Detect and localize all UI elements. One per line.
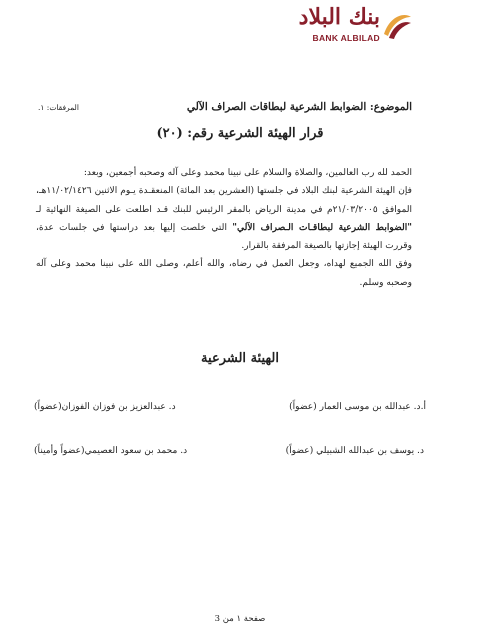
rules-title: "الضوابط الشرعية لبطاقـات الـصراف الآلي" — [232, 221, 412, 233]
paragraph-main-tail: التي — [211, 222, 227, 233]
board-member: أ.د. عبدالله بن موسى العمار (عضواً) — [289, 402, 426, 412]
paragraph-closing: وفق الله الجميع لهداه، وجعل العمل في رضاه، والله أعلم، وصلى الله على نبينا محمد وعلى آله وصحبه وسلم. — [36, 259, 412, 288]
page-total: 3 — [214, 614, 221, 624]
decision-body — [36, 164, 412, 292]
paragraph-conclusion: خلصت إليها بعد دراستها في جلسات عدة، وقررت الهيئة إجازتها بالصيغة المرفقة بالقرار. — [36, 222, 412, 252]
board-member: د. محمد بن سعود العصيمي(عضواً وأميناً) — [34, 446, 188, 456]
bank-logo — [282, 4, 412, 48]
bank-albilad-logo-icon — [380, 8, 414, 42]
board-title: الهيئة الشرعية — [201, 351, 279, 366]
paragraph-main — [36, 182, 412, 255]
subject-line: الموضوع: الضوابط الشرعية لبطاقات الصراف الآلي — [186, 101, 412, 113]
page-label: صفحة ١ من — [222, 614, 266, 624]
attachments-label: المرفقات: ١. — [38, 103, 79, 112]
bank-name-english: BANK ALBILAD — [312, 33, 380, 43]
paragraph-opening: الحمد لله رب العالمين، والصلاة والسلام على نبينا محمد وعلى آله وصحبه أجمعين، وبعد: — [83, 168, 412, 178]
board-member: د. يوسف بن عبدالله الشبيلي (عضواً) — [285, 446, 424, 456]
bank-name-arabic: بنك البلاد — [298, 4, 380, 30]
board-member: د. عبدالعزيز بن فوزان الفوزان(عضواً) — [34, 402, 176, 412]
decision-title: قرار الهيئة الشرعية رقم: (٢٠) — [156, 126, 324, 141]
paragraph-main-text: فإن الهيئة الشرعية لبنك البلاد في جلستها (العشرين بعد المائة) المنعقـدة يـوم الاثنين ١١/٠٢/١٤٢٦هـ، الموافق ٢١/٠٣/٢٠٠٥م في مدينة الرياض بالمقر الرئيس للبنك قـد اطلعت على الصيغة النهائية لـ — [36, 186, 412, 215]
page-number — [0, 614, 480, 624]
